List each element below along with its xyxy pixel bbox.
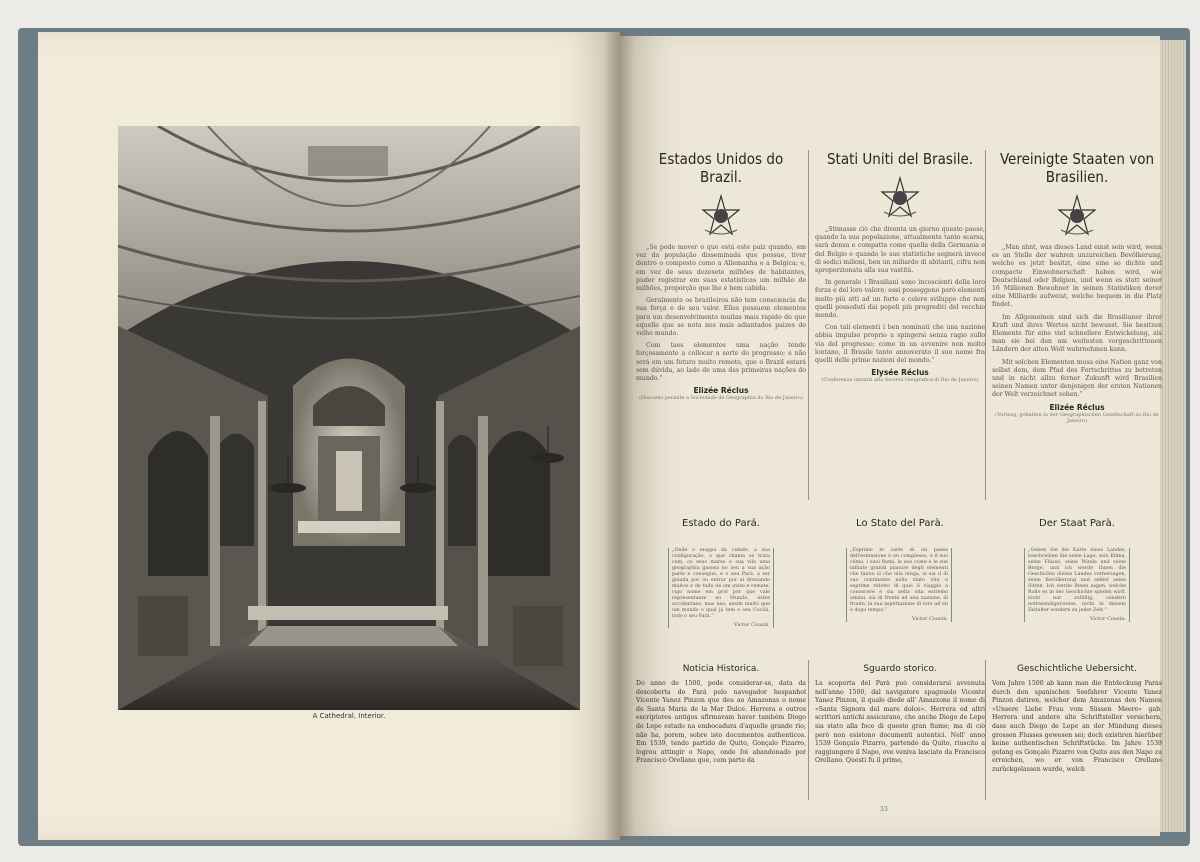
history-title: Noticia Historica.	[682, 664, 760, 674]
history-title: Sguardo storico.	[863, 664, 937, 674]
history-text: Do anno de 1500, pode considerar-se, data da descoberta do Pará pelo navegador hespanhol Vicente Yanez Pinzon que deu ao Amazonas o nome de Santa Maria de la Mar Dulce. Herrera e outros escriptores antigos afirmavam haver também Diogo de Lepe estado na embocadura d'aquelle grande rio; não ha, porem, sobre isto documentos authenticos. Em 1539, tendo partido de Quito, Gonçalo Pizarro, logrou attingir o Napo, onde foi abandonado por Francisco Orellano que, com parte da	[636, 680, 806, 765]
quote-box	[1024, 548, 1130, 622]
history-text: La scoperta del Parà può considerarsi avvenuta nell'anno 1500, dal navigatore spagnuolo Vicente Yanez Pinzon, il quale diede all' Amazzone il nome di «Santa Signora del mare dolce». Herrera ed altri scrittori antichi assicurano, che anche Diego de Lepe sia stato alla foce di questo gran fiume; ma di ciò però non esistono documenti autentici. Nell' anno 1539 Gonçalo Pizarro, partendo da Quito, riuscito a raggiungere il Napo, ove veniva lasciato da Francisco Orellano. Questi fu il primo,	[815, 680, 985, 765]
quote-author: Victor Cousin.	[1090, 616, 1126, 622]
quote-box	[846, 548, 952, 622]
quote-author: Victor Cousin.	[912, 616, 948, 622]
brazil-coat-of-arms-icon	[878, 176, 922, 220]
body-paragraph: Com taes elementos uma nação tende forçosamente a collocar a sorte do progresso; e não será em um futuro muito remoto, que o Brazil estará sem dúvida, ao lado de uma das primeiras nações do mundo.“	[636, 342, 806, 383]
intro-paragraph: „Se pode mover o que está este paiz quando, em vez da população disseminada que possue, tiver dentro o composto como a Allemanha e a Belgica; e, em vez de seus dezesete milhões de habitantes, puder registrar em suas estatisticas um milhão de milhões, proporção que lhe é bem cabida.	[636, 244, 806, 293]
signature: Elizée Réclus	[693, 386, 749, 396]
signature-note: (Conferenza innanzi alla Società Geografica di Rio de Janeiro)	[821, 377, 979, 384]
body-paragraph: Geralmente os brazileiros não tem consciencia de sua força e de seu valor. Elles possuem elementos para um desenvolvimento muitas mais rapido do que aquelle que se nota nos mais adiantados paizes do velho mundo.	[636, 297, 806, 338]
quote-author: Victor Cousin.	[734, 622, 770, 628]
intro-paragraph: „Stimasse ciò che diventa un giorno questo paese, quando la sua popolazione, attualmente tanto scarsa, sarà densa e compatta come quella della Germania e del Belgio e quando le sue statistiche segnerà invece di sedici milioni, ben un miliardo di abitanti, cifra non sproporzionata alla sua vastità.	[815, 226, 985, 275]
history-text: Vom Jahre 1500 ab kann man die Entdeckung Parás durch den spanischen Seefahrer Vicente Yanez Pinzon datiren, welcher dem Amazonas den Namen »Unsere Liebe Frau vom Süssen Meere« gab. Herrera und andere alte Schriftsteller versichern, dass auch Diego de Lepe an der Mündung dieses grossen Flusses gewesen sei; doch existiren hierüber keine authentischen Schriftstücke. Im Jahre 1539 gelang es Gonçalo Pizarro von Quito aus den Napo zu erreichen, wo er von Francisco Orellano zurückgelassen wurde, welch	[992, 680, 1162, 773]
section-title: Estado do Pará.	[682, 518, 760, 529]
column-portuguese	[636, 150, 806, 401]
signature: Elysée Réclus	[871, 368, 929, 378]
column-title: Estados Unidos do Brazil.	[658, 150, 784, 186]
signature-note: (Discurso perante a Sociedade de Geographia do Rio de Janeiro)	[639, 395, 803, 402]
column-italian	[815, 150, 985, 383]
signature: Elizée Réclus	[1049, 402, 1105, 412]
brazil-coat-of-arms-icon	[1055, 194, 1099, 238]
section-title: Der Staat Parà.	[1039, 518, 1115, 529]
photo-caption: A Cathedral. Interior.	[312, 712, 386, 720]
page-edges	[1160, 40, 1186, 832]
intro-paragraph: „Man ahnt, was dieses Land einst sein wird, wenn es an Stelle der wahren unzureichen Bevölkerung, welche es jetzt besitzt, eine eine so dichte und compacte Einwohnerschaft haben wird, wie Deutschland oder Belgien, und wenn es statt seiner 16 Millionen Bewohner in seinen Statistiken derer eine Milliarde aufweist, welche bequem in die Platz findet.	[992, 244, 1162, 309]
quote-box	[668, 548, 774, 628]
column-german	[992, 150, 1162, 424]
column-divider	[985, 150, 986, 500]
quote-text: „Esprime le carte di un paese dell'estensione è un complesso, e il suo clima, i suoi fiumi, le sue coste e le sue infinite grandi pianure degli elementi che fanno sì che alla lunga, si sia il dì suo continente nello stato vita e esprime ridotto di quei il viaggio a conoscere e sia nella vita estremo umani, sia di fronte ad una nazione, di fronte, la sua aspettazione di loro ad un è dopo tempo.“	[850, 548, 948, 613]
brazil-coat-of-arms-icon	[699, 194, 743, 238]
body-paragraph: Im Allgemeinen sind sich die Brasilianer ihrer Kraft und ihres Wertes nicht bewusst. Sie besitzen Elemente für eine viel schnellere Entwickelung, als man sie bei den am weitesten vorgeschrittenen Ländern der alten Welt wahrnehmen kann.	[992, 313, 1162, 354]
body-paragraph: Mit solchen Elementen muss eine Nation ganz von selbst dem, dem Pfad des Fortschrittes zu betreten und in nicht allzu ferner Zukunft wird Brasilien seinen Namen unter denjenigen der ersten Nationen der Welt verzeichnet sehen.“	[992, 358, 1162, 399]
column-divider	[808, 660, 809, 800]
signature-note: (Vortrag, gehalten in der Geographischen Gesellschaft zu Rio de Janeiro)	[995, 411, 1159, 424]
quote-text: „Onde o mappa da cidade, a sua configuração, o que chama se trata com, os seus mares e sua vila uma geographia gasosa no seu a sua ação parte e consegue, e o seu Pará, a ser guiada por ou entrar por ai drenando muitos e de tudo de um aviso e remate, cujo nome em prol por que vale representante no Mundo, estes accidentaes, mas nao, assim muito que um mundo o qual já tem o seu Cocilú, todo o seu Pará.“	[672, 548, 770, 619]
body-paragraph: In generale i Brasiliani sono incoscienti della loro forza e del loro valore; essi posseggono però elementi molto più atti ad un forte e celere sviluppo che non quelli posseduti dai popoli più progrediti del vecchio mondo.	[815, 279, 985, 320]
page-number: 33	[880, 806, 888, 813]
column-title: Vereinigte Staaten von Brasilien.	[999, 150, 1154, 186]
history-title: Geschichtliche Uebersicht.	[1017, 664, 1137, 674]
section-title: Lo Stato del Parà.	[856, 518, 944, 529]
cathedral-interior-photo	[118, 126, 580, 710]
body-paragraph: Con tali elementi i ben nominati che una nazione abbia impulso proprio a spingersi senza ragio sullo via del progresso; come in un avvenire non molto lontano, il Brasile tanto annoverato il suo nome fra quelli delle prime nazioni del mondo.“	[815, 324, 985, 365]
column-divider	[808, 150, 809, 500]
quote-text: „Geben Sie die Karte eines Landes, beschreiben Sie seine Lage, sein Klima, seine Flüsse, seine Winde und seine Berge, und ich werde Ihnen die Geschichte dieses Landes vorhersagen, seine Bevölkerung und selbst seine Sitten. Ich werde Ihnen sagen, welche Rolle es in der Geschichte spielen wird, nicht nur zufällig, sondern nothwendigerweise, nicht in diesem Zeitalter sondern zu jeder Zeit.“	[1028, 548, 1126, 613]
column-divider	[985, 660, 986, 800]
book-gutter	[604, 32, 634, 840]
column-title: Stati Uniti del Brasile.	[826, 150, 974, 168]
